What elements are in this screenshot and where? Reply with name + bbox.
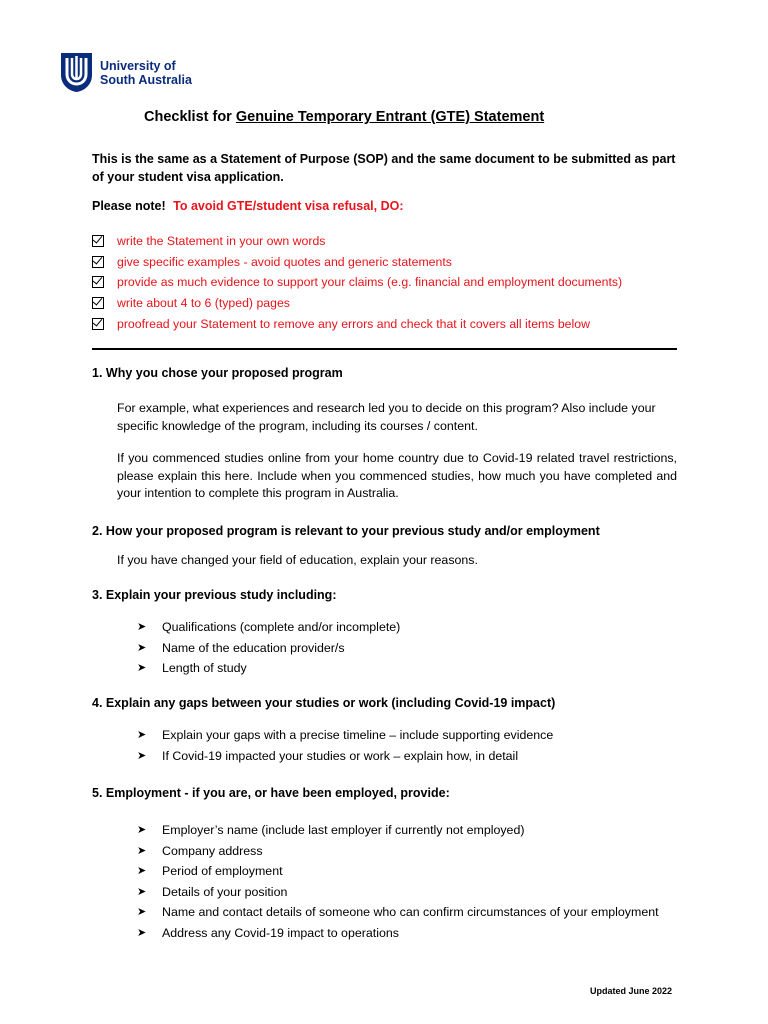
list-item <box>137 904 677 922</box>
list-item-text: Employer’s name (include last employer if currently not employed) <box>162 823 525 837</box>
checklist-item <box>92 231 622 252</box>
arrow-bullet-icon: ➤ <box>137 729 147 741</box>
checklist-item-text: give specific examples - avoid quotes and generic statements <box>117 254 452 269</box>
list-item <box>137 884 677 902</box>
list-item-text: Period of employment <box>162 864 283 878</box>
list-item-text: Details of your position <box>162 884 288 899</box>
checked-box-icon <box>92 256 104 268</box>
list-item <box>137 863 677 881</box>
list-item-text: If Covid-19 impacted your studies or work – explain how, in detail <box>162 748 519 763</box>
list-item <box>137 843 677 861</box>
list-item-text: Name of the education provider/s <box>162 640 345 655</box>
checklist-item-text: provide as much evidence to support your claims (e.g. financial and employment documents) <box>117 275 623 290</box>
university-logo <box>61 53 192 92</box>
list-item <box>137 727 677 745</box>
list-item <box>137 925 677 943</box>
checklist-item <box>92 313 622 334</box>
arrow-bullet-icon: ➤ <box>137 621 147 633</box>
checklist-item <box>92 272 622 293</box>
arrow-bullet-icon: ➤ <box>137 865 147 877</box>
please-note-warning: To avoid GTE/student visa refusal, DO: <box>173 199 404 213</box>
arrow-bullet-icon: ➤ <box>137 662 147 674</box>
section-2-heading: 2. How your proposed program is relevant to your previous study and/or employment <box>92 524 600 538</box>
list-item <box>137 822 677 840</box>
page-title <box>144 109 544 125</box>
horizontal-divider <box>92 348 677 350</box>
list-item-text: Qualifications (complete and/or incomplete) <box>162 620 401 634</box>
arrow-bullet-icon: ➤ <box>137 885 147 898</box>
arrow-bullet-icon: ➤ <box>137 906 147 918</box>
arrow-bullet-icon: ➤ <box>137 749 147 762</box>
logo-line-1: University of <box>100 58 176 73</box>
checklist-item <box>92 252 622 273</box>
checklist-item-text: write the Statement in your own words <box>117 234 326 249</box>
checklist-item <box>92 293 622 314</box>
logo-line-2: South Australia <box>100 72 192 87</box>
list-item <box>137 660 677 678</box>
intro-paragraph: This is the same as a Statement of Purpose (SOP) and the same document to be submitted as part of your student visa application. <box>92 152 676 184</box>
arrow-bullet-icon: ➤ <box>137 926 147 939</box>
title-underlined: Genuine Temporary Entrant (GTE) Statement <box>235 109 545 125</box>
section-1-paragraph-1: For example, what experiences and research led you to decide on this program? Also include your specific knowledge of the program, including its courses / content. <box>117 401 656 433</box>
checked-box-icon <box>92 235 104 247</box>
do-checklist <box>92 231 622 334</box>
section-3-heading: 3. Explain your previous study including: <box>92 588 337 602</box>
list-item-text: Company address <box>162 843 263 858</box>
list-item <box>137 748 677 766</box>
checked-box-icon <box>92 297 104 309</box>
section-4-list <box>137 727 677 768</box>
section-2-paragraph: If you have changed your field of education, explain your reasons. <box>117 553 478 567</box>
logo-wordmark <box>100 59 192 87</box>
section-1-paragraph-2: If you commenced studies online from your home country due to Covid-19 related travel restrictions, please explain this here. Include when you commenced studies, how much you have completed and your intention to complete this program in Australia. <box>117 451 677 500</box>
list-item <box>137 619 677 637</box>
list-item-text: Explain your gaps with a precise timeline – include supporting evidence <box>162 728 554 742</box>
please-note-label: Please note! <box>92 199 166 213</box>
list-item-text: Name and contact details of someone who can confirm circumstances of your employment <box>162 905 659 919</box>
section-4-heading: 4. Explain any gaps between your studies or work (including Covid-19 impact) <box>92 696 556 710</box>
arrow-bullet-icon: ➤ <box>137 824 147 836</box>
list-item-text: Length of study <box>162 661 247 675</box>
checked-box-icon <box>92 318 104 330</box>
title-prefix: Checklist for <box>144 109 236 125</box>
section-1-heading: 1. Why you chose your proposed program <box>92 366 343 380</box>
checklist-item-text: write about 4 to 6 (typed) pages <box>117 296 290 311</box>
updated-date-footer: Updated June 2022 <box>590 986 673 996</box>
please-note <box>92 199 404 213</box>
arrow-bullet-icon: ➤ <box>137 641 147 654</box>
section-5-list <box>137 822 677 945</box>
checked-box-icon <box>92 276 104 288</box>
section-3-list <box>137 619 677 681</box>
list-item-text: Address any Covid-19 impact to operations <box>162 925 399 940</box>
list-item <box>137 640 677 658</box>
unisa-shield-icon <box>61 53 92 92</box>
checklist-item-text: proofread your Statement to remove any errors and check that it covers all items below <box>117 316 590 331</box>
section-5-heading: 5. Employment - if you are, or have been employed, provide: <box>92 786 450 800</box>
arrow-bullet-icon: ➤ <box>137 844 147 857</box>
